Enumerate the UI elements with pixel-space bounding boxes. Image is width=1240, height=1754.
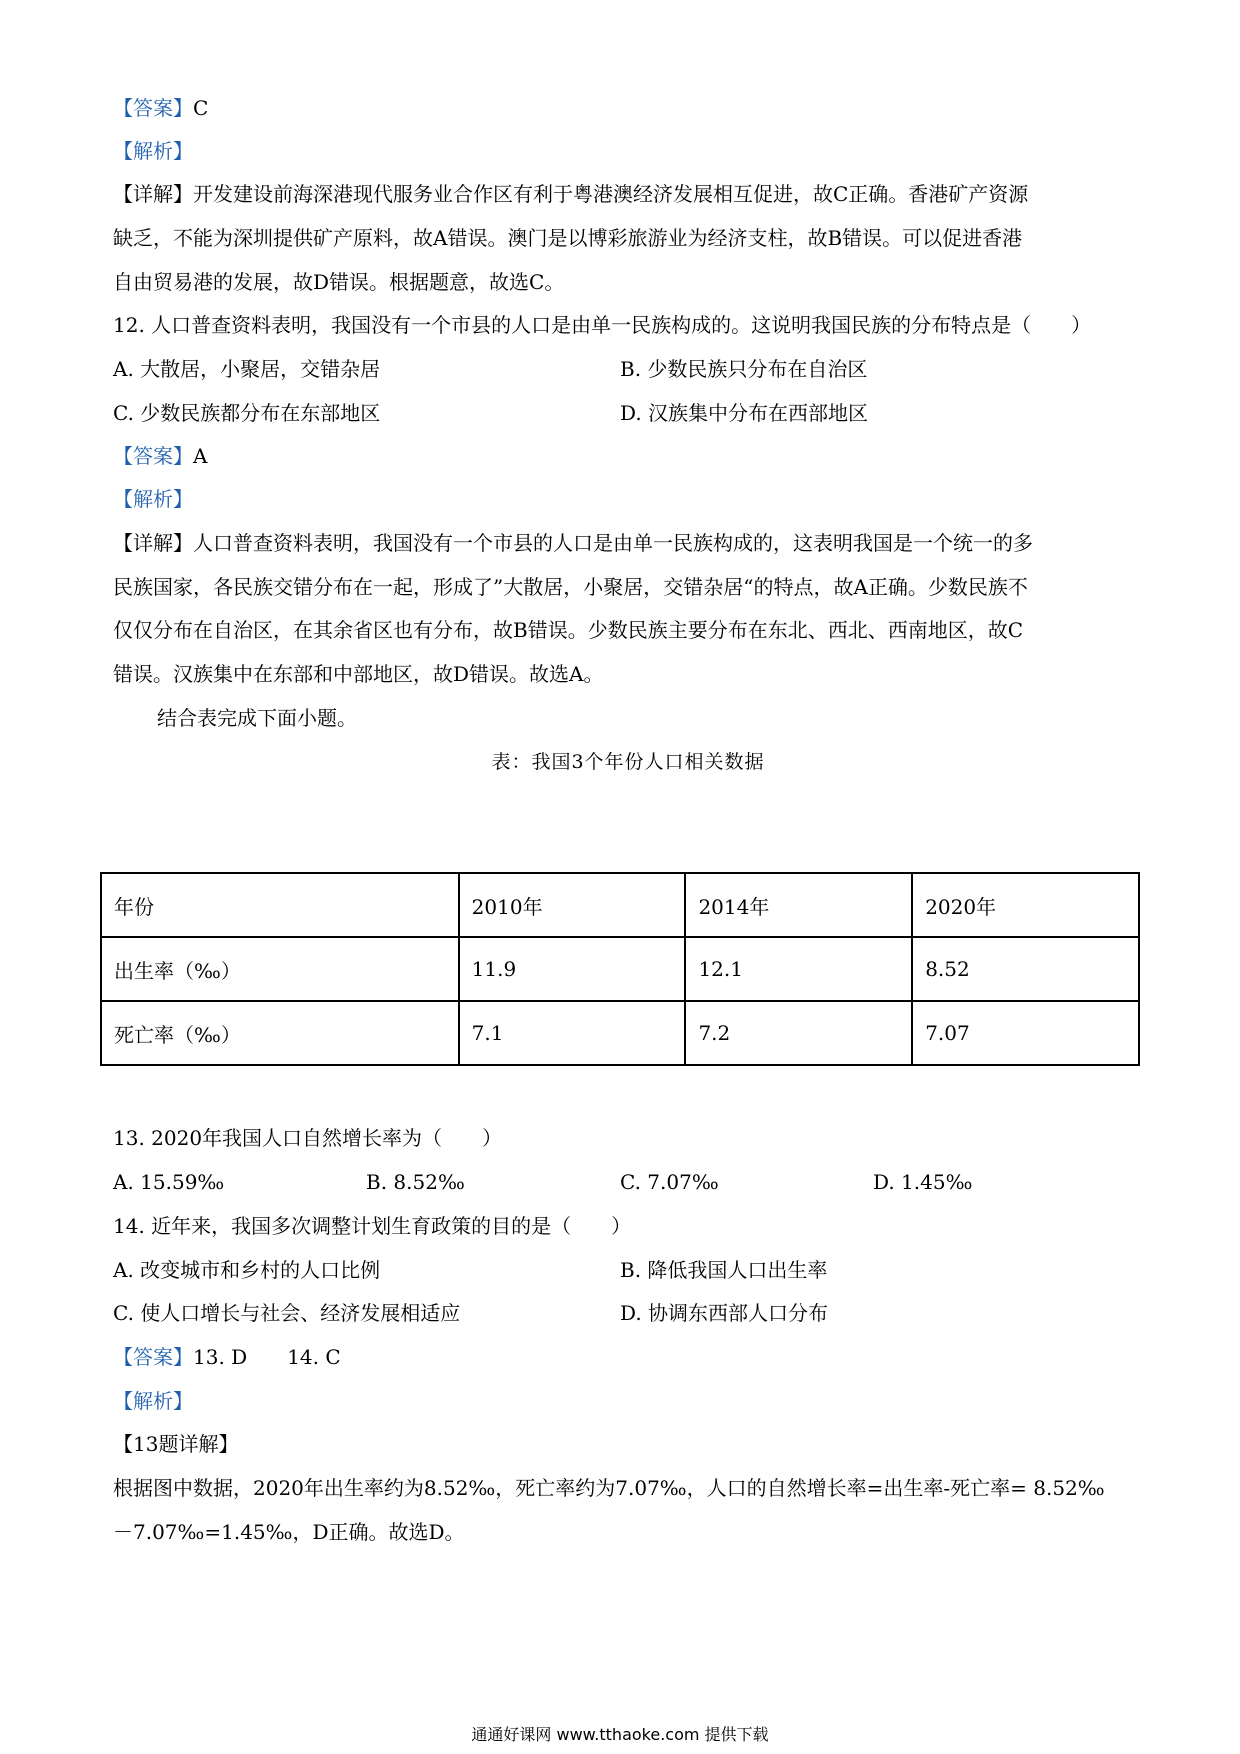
answer-row-12 [113, 442, 207, 470]
question-13-stem: 13. 2020年我国人口自然增长率为（ ） [113, 1126, 503, 1150]
detail-line: 缺乏，不能为深圳提供矿产原料，故A错误。澳门是以博彩旅游业为经济支柱，故B错误。可以促进香港 [113, 226, 1023, 250]
analysis-label: 【解析】 [113, 1389, 193, 1413]
answer-label: 【答案】 [113, 444, 193, 468]
option-d: D. 协调东西部人口分布 [620, 1301, 829, 1325]
table-cell: 死亡率（‰） [101, 1001, 459, 1065]
option-d: D. 汉族集中分布在西部地区 [620, 401, 869, 425]
answer-value: C [193, 96, 209, 120]
detail-line: 仅仅分布在自治区，在其余省区也有分布，故B错误。少数民族主要分布在东北、西北、西南地区，故C [113, 618, 1023, 642]
detail-13-label: 【13题详解】 [113, 1432, 239, 1456]
page-footer: 通通好课网 www.tthaoke.com 提供下载 [471, 1725, 769, 1744]
table-row [101, 1001, 1139, 1065]
answer-13: 13. D [193, 1345, 248, 1369]
detail-line [113, 180, 1028, 208]
question-12-stem: 12. 人口普查资料表明，我国没有一个市县的人口是由单一民族构成的。这说明我国民族的分布特点是（ ） [113, 313, 1092, 337]
table-cell: 2020年 [912, 873, 1139, 937]
option-b: B. 少数民族只分布在自治区 [620, 357, 868, 381]
answer-label: 【答案】 [113, 1345, 193, 1369]
detail-line [113, 529, 1033, 557]
detail-line: 民族国家，各民族交错分布在一起，形成了”大散居，小聚居，交错杂居“的特点，故A正确。少数民族不 [113, 575, 1028, 599]
question-14-stem: 14. 近年来，我国多次调整计划生育政策的目的是（ ） [113, 1214, 632, 1238]
table-cell: 7.1 [459, 1001, 686, 1065]
detail-text: 人口普查资料表明，我国没有一个市县的人口是由单一民族构成的，这表明我国是一个统一的多 [193, 531, 1033, 555]
table-row [101, 937, 1139, 1001]
detail-label: 【详解】 [113, 182, 193, 206]
table-caption: 表：我国3个年份人口相关数据 [491, 751, 765, 773]
option-b: B. 8.52‰ [366, 1170, 465, 1194]
detail-line: －7.07‰=1.45‰，D正确。故选D。 [113, 1520, 465, 1544]
detail-line: 自由贸易港的发展，故D错误。根据题意，故选C。 [113, 270, 565, 294]
detail-text: 开发建设前海深港现代服务业合作区有利于粤港澳经济发展相互促进，故C正确。香港矿产资源 [193, 182, 1029, 206]
option-a: A. 改变城市和乡村的人口比例 [113, 1258, 381, 1282]
analysis-label: 【解析】 [113, 487, 193, 511]
answer-label: 【答案】 [113, 96, 193, 120]
table-row [101, 873, 1139, 937]
option-a: A. 大散居，小聚居，交错杂居 [113, 357, 381, 381]
table-cell: 7.2 [685, 1001, 912, 1065]
table-intro: 结合表完成下面小题。 [157, 706, 357, 730]
option-c: C. 使人口增长与社会、经济发展相适应 [113, 1301, 461, 1325]
table-cell: 2014年 [685, 873, 912, 937]
option-c: C. 少数民族都分布在东部地区 [113, 401, 381, 425]
table-cell: 12.1 [685, 937, 912, 1001]
option-d: D. 1.45‰ [873, 1170, 973, 1194]
option-a: A. 15.59‰ [113, 1170, 225, 1194]
analysis-label: 【解析】 [113, 139, 193, 163]
option-c: C. 7.07‰ [620, 1170, 719, 1194]
detail-line: 错误。汉族集中在东部和中部地区，故D错误。故选A。 [113, 662, 604, 686]
table-cell: 7.07 [912, 1001, 1139, 1065]
table-cell: 11.9 [459, 937, 686, 1001]
population-table [100, 872, 1140, 1066]
table-cell: 8.52 [912, 937, 1139, 1001]
option-b: B. 降低我国人口出生率 [620, 1258, 828, 1282]
detail-label: 【详解】 [113, 531, 193, 555]
answer-14: 14. C [287, 1345, 341, 1369]
table-cell: 出生率（‰） [101, 937, 459, 1001]
detail-line: 根据图中数据，2020年出生率约为8.52‰，死亡率约为7.07‰，人口的自然增长率=出生率-死亡率= 8.52‰ [113, 1476, 1105, 1500]
table-cell: 2010年 [459, 873, 686, 937]
table-cell: 年份 [101, 873, 459, 937]
answer-row-11 [113, 94, 208, 122]
answer-row-13-14 [113, 1343, 341, 1371]
answer-value: A [193, 444, 208, 468]
